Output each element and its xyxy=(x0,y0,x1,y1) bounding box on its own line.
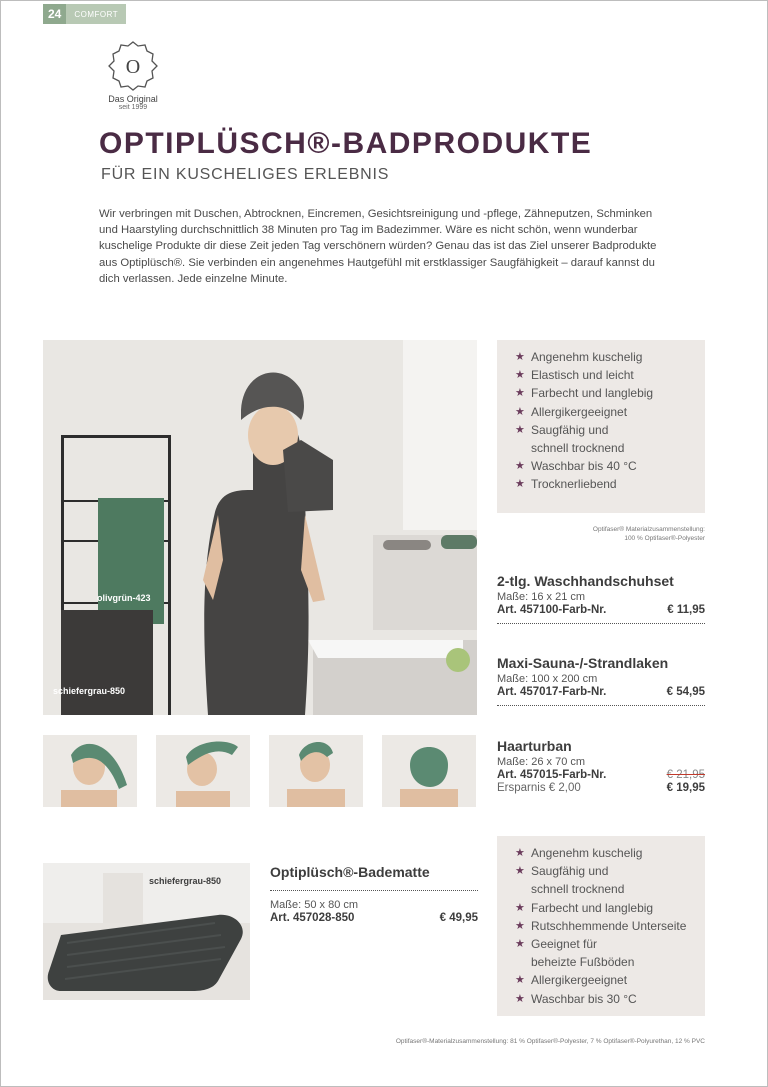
product-savings: Ersparnis € 2,00 xyxy=(497,782,581,794)
color-label-schiefergrau: schiefergrau-850 xyxy=(53,686,126,696)
feature-item: ★ Saugfähig und xyxy=(515,421,695,439)
feature-item: ★ Allergikergeeignet xyxy=(515,971,695,989)
feature-list-top xyxy=(497,340,705,513)
logo-letter: O xyxy=(125,56,141,78)
product-article-number: Art. 457100-Farb-Nr. xyxy=(497,604,607,616)
feature-item: ★ Farbecht und langlebig xyxy=(515,899,695,917)
product-old-price: € 21,95 xyxy=(666,769,705,781)
page-number: 24 xyxy=(43,4,66,24)
bathroom-scene-image xyxy=(43,340,477,715)
page-header-tab xyxy=(43,4,126,24)
feature-item: ★ Elastisch und leicht xyxy=(515,366,695,384)
feature-item: ★ Angenehm kuschelig xyxy=(515,844,695,862)
star-icon: ★ xyxy=(515,847,525,859)
feature-item: ★ Angenehm kuschelig xyxy=(515,348,695,366)
feature-item: ★ Geeignet für xyxy=(515,935,695,953)
dotted-divider xyxy=(270,890,478,891)
star-icon: ★ xyxy=(515,478,525,491)
turban-step-thumbnail xyxy=(156,735,250,807)
star-icon: ★ xyxy=(515,974,525,987)
section-tag: COMFORT xyxy=(66,4,126,24)
material-note-top: Optifaser® Materialzusammenstellung: 100 % Optifaser®-Polyester xyxy=(592,526,705,542)
turban-step-2-image xyxy=(156,735,250,807)
feature-item: ★ Waschbar bis 30 °C xyxy=(515,990,695,1008)
turban-step-3-image xyxy=(269,735,363,807)
star-icon: ★ xyxy=(515,938,525,951)
turban-step-4-image xyxy=(382,735,476,807)
page-title: OPTIPLÜSCH®-BADPRODUKTE xyxy=(99,127,593,160)
feature-item-continuation: beheizte Fußböden xyxy=(531,955,635,970)
star-icon: ★ xyxy=(515,405,525,418)
page-subtitle: FÜR EIN KUSCHELIGES ERLEBNIS xyxy=(101,166,390,183)
color-label-mat: schiefergrau-850 xyxy=(149,876,222,886)
star-icon: ★ xyxy=(515,423,525,436)
product-name: 2-tlg. Waschhandschuhset xyxy=(497,573,674,589)
product-price: € 49,95 xyxy=(439,912,478,924)
product-dimensions: Maße: 100 x 200 cm xyxy=(497,673,598,685)
logo-since: seit 1999 xyxy=(118,104,148,111)
dotted-divider xyxy=(497,623,705,624)
feature-item: ★ Allergikergeeignet xyxy=(515,403,695,421)
hero-photo xyxy=(43,340,477,715)
product-name: Haarturban xyxy=(497,738,572,754)
feature-item: ★ Waschbar bis 40 °C xyxy=(515,457,695,475)
star-icon: ★ xyxy=(515,865,525,878)
turban-step-1-image xyxy=(43,735,137,807)
product-dimensions: Maße: 50 x 80 cm xyxy=(270,899,359,911)
original-logo xyxy=(99,40,167,111)
logo-title: Das Original xyxy=(108,94,158,104)
feature-item: ★ Rutschhemmende Unterseite xyxy=(515,917,695,935)
star-icon: ★ xyxy=(515,351,525,363)
flower-badge-icon xyxy=(107,40,159,92)
product-article-number: Art. 457015-Farb-Nr. xyxy=(497,769,607,781)
feature-item-continuation: schnell trocknend xyxy=(531,441,625,456)
product-price: € 19,95 xyxy=(666,782,705,794)
product-dimensions: Maße: 26 x 70 cm xyxy=(497,756,586,768)
product-article-number: Art. 457017-Farb-Nr. xyxy=(497,686,607,698)
star-icon: ★ xyxy=(515,369,525,382)
product-article-number: Art. 457028-850 xyxy=(270,912,355,924)
turban-step-thumbnail xyxy=(43,735,137,807)
intro-paragraph: Wir verbringen mit Duschen, Abtrocknen, Eincremen, Gesichtsreinigung und -pflege, Zähneputzen, Schminken und Haarstyling durchschnittlich 38 Minuten pro Tag im Badezimmer. Wäre es nicht schön, wenn wunderbar kuschelige Produkte dir diese Zeit jeden Tag verschönern würden? Genau das ist das Ziel unserer Badprodukte aus Optiplüsch®. Sie verbinden ein angenehmes Hautgefühl mit erstklassiger Saugfähigkeit – darauf kannst du dich verlassen. Jede einzelne Minute. xyxy=(99,208,657,285)
feature-item: ★ Trocknerliebend xyxy=(515,475,695,493)
star-icon: ★ xyxy=(515,901,525,914)
feature-list-bottom xyxy=(497,836,705,1016)
product-price: € 54,95 xyxy=(666,686,705,698)
color-label-olivgruen: olivgrün-423 xyxy=(97,593,151,603)
product-haarturban xyxy=(497,738,705,794)
product-name: Maxi-Sauna-/-Strandlaken xyxy=(497,655,669,671)
dotted-divider xyxy=(497,705,705,706)
star-icon: ★ xyxy=(515,919,525,932)
turban-step-thumbnail xyxy=(269,735,363,807)
star-icon: ★ xyxy=(515,992,525,1005)
product-dimensions: Maße: 16 x 21 cm xyxy=(497,591,586,603)
feature-item: ★ Farbecht und langlebig xyxy=(515,384,695,402)
feature-item-continuation: schnell trocknend xyxy=(531,882,625,897)
bathmat-photo xyxy=(43,863,250,1000)
product-badematte xyxy=(270,864,478,924)
turban-step-thumbnail xyxy=(382,735,476,807)
star-icon: ★ xyxy=(515,460,525,473)
product-strandlaken xyxy=(497,655,705,706)
star-icon: ★ xyxy=(515,387,525,400)
material-note-bottom: Optifaser®-Materialzusammenstellung: 81 % Optifaser®-Polyester, 7 % Optifaser®-Polyurethan, 12 % PVC xyxy=(395,1038,705,1045)
feature-item: ★ Saugfähig und xyxy=(515,862,695,880)
product-waschhandschuhset xyxy=(497,573,705,624)
product-name: Optiplüsch®-Badematte xyxy=(270,864,430,880)
product-price: € 11,95 xyxy=(667,604,705,616)
